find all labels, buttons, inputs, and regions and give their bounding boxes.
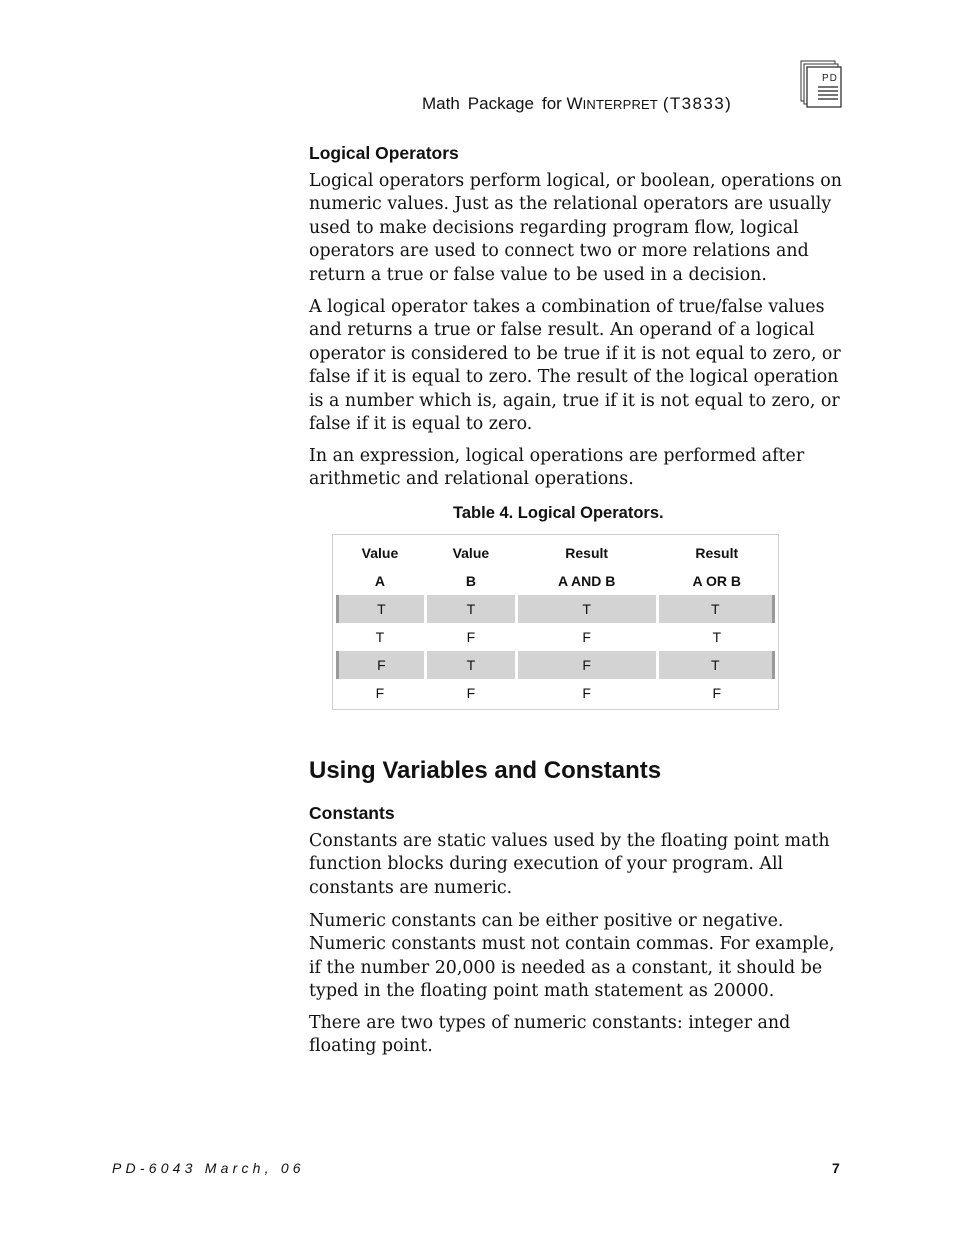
paragraph-constants-1: Constants are static values used by the floating point math function blocks during execution of your program. All constants are numeric. (309, 831, 830, 898)
logo-text: PD (822, 73, 838, 84)
pd-logo-icon (800, 60, 842, 110)
header-cell: A OR B (692, 573, 741, 589)
paragraph-constants-3: There are two types of numeric constants: integer and floating point. (309, 1013, 791, 1057)
table-cell: F (336, 651, 424, 679)
table-cell: F (582, 629, 591, 645)
table-cell: T (427, 651, 515, 679)
paragraph-constants-2: Numeric constants can be either positive or negative. Numeric constants must not contain commas. For example, if the number 20,000 is needed as a constant, it should be typed in the floating point math statement as 20000. (309, 911, 835, 1002)
table-cell: T (659, 595, 776, 623)
header-word-for: for (541, 94, 562, 113)
table-row (336, 651, 775, 679)
table-cell: F (712, 685, 722, 701)
page-number: 7 (832, 1160, 840, 1176)
product-code: (T3833) (662, 94, 733, 113)
header-cell: B (465, 573, 476, 589)
header-cell: Result (565, 545, 609, 561)
table-row (336, 679, 775, 707)
header-cell: Value (452, 545, 490, 561)
table-cell: F (582, 685, 591, 701)
header-word-math: Math (422, 94, 460, 113)
table-cell: T (427, 595, 515, 623)
table-cell: T (336, 595, 424, 623)
table-cell: F (466, 685, 476, 701)
table-cell: T (518, 595, 656, 623)
table-row (336, 595, 775, 623)
section-title-variables: Using Variables and Constants (309, 757, 662, 784)
table-cell: F (466, 629, 476, 645)
table-header-row-1 (336, 539, 775, 567)
header-word-package: Package (467, 94, 534, 113)
logical-operators-table (332, 534, 779, 710)
paragraph-logical-1: Logical operators perform logical, or boolean, operations on numeric values. Just as the relational operators are usually used to make decisions regarding program flow, logical operators are used to connect two or more relations and return a true or false value to be used in a decision. (309, 171, 842, 285)
table-caption: Table 4. Logical Operators. (453, 504, 664, 522)
table-cell: F (518, 651, 656, 679)
paragraph-logical-2: A logical operator takes a combination of true/false values and returns a true or false result. An operand of a logical operator is considered to be true if it is not equal to zero, or false if it is equal to zero. The result of the logical operation is a number which is, again, true if it is not equal to zero, or false if it is equal to zero. (309, 297, 841, 435)
product-initial: W (566, 94, 583, 113)
table-cell: F (375, 685, 385, 701)
running-header (422, 94, 732, 114)
table-row (336, 623, 775, 651)
header-cell: Result (695, 545, 739, 561)
table-cell: T (659, 651, 776, 679)
table-cell: T (375, 629, 385, 645)
header-cell: Value (361, 545, 399, 561)
section-heading-constants: Constants (309, 803, 395, 823)
header-cell: A AND B (558, 573, 616, 589)
paragraph-logical-3: In an expression, logical operations are performed after arithmetic and relational operations. (309, 446, 805, 490)
table-header-row-2 (336, 567, 775, 595)
table-cell: T (712, 629, 722, 645)
product-rest: INTERPRET (582, 97, 659, 112)
footer-doc-id: PD-6043 March, 06 (112, 1160, 305, 1176)
header-cell: A (374, 573, 386, 589)
section-heading-logical-operators: Logical Operators (309, 143, 459, 163)
